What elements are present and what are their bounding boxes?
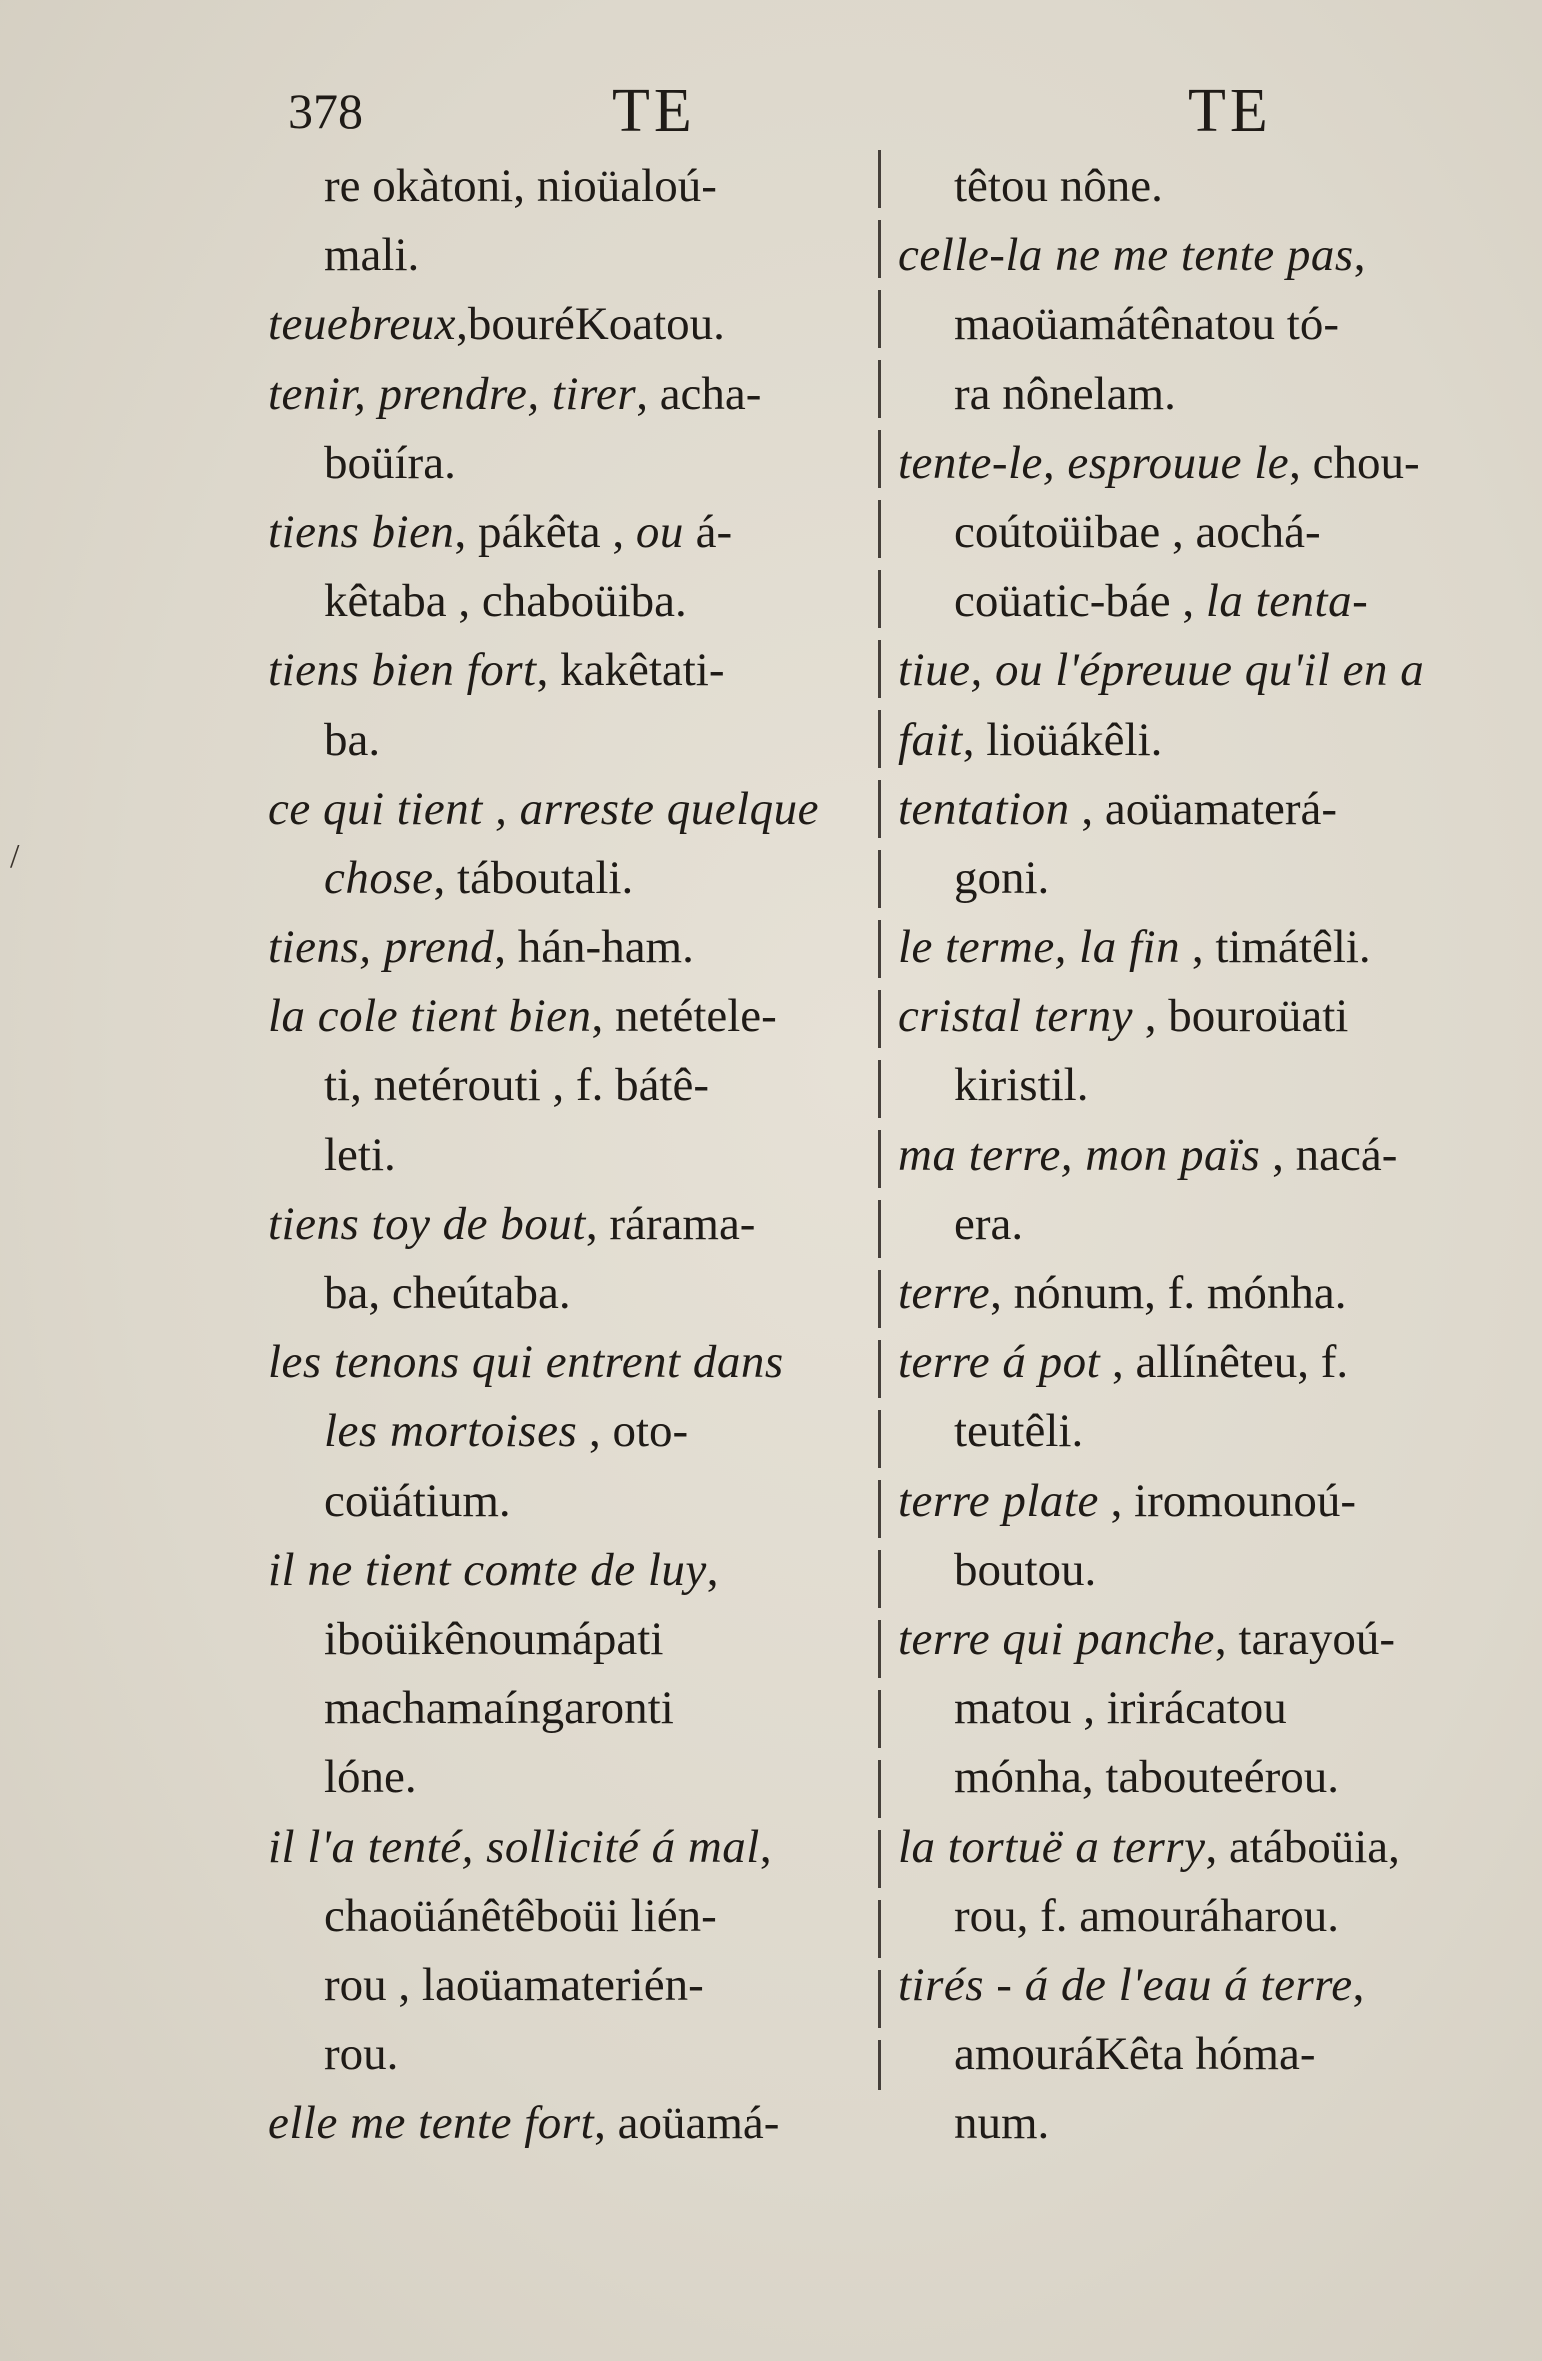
french-term: tiens toy de bout <box>268 1197 586 1250</box>
translation-text: kiristil. <box>954 1059 1089 1112</box>
left-column-line <box>268 1536 868 1605</box>
right-column-line <box>898 706 1478 775</box>
right-column-line <box>898 1813 1478 1882</box>
left-column-line <box>268 1190 868 1259</box>
french-term: tente-le, esprouue le <box>898 436 1290 489</box>
right-column <box>898 152 1478 2158</box>
french-term: terre á pot <box>898 1336 1101 1389</box>
column-divider <box>878 150 881 2090</box>
translation-text: , pákêta , <box>454 505 636 558</box>
translation-text: boüíra. <box>324 436 456 489</box>
right-column-line <box>898 1328 1478 1397</box>
right-column-line <box>898 1051 1478 1120</box>
translation-text: , nacá- <box>1260 1128 1398 1181</box>
right-column-line <box>898 498 1478 567</box>
running-head <box>0 72 1542 152</box>
french-term: tentation <box>898 782 1070 835</box>
right-column-line <box>898 221 1478 290</box>
translation-text: , <box>706 1543 719 1596</box>
translation-text: matou , irirácatou <box>954 1682 1287 1735</box>
translation-text: amouráKêta hóma- <box>954 2028 1316 2081</box>
right-column-line <box>898 567 1478 636</box>
french-term: tirés - á de l'eau á terre <box>898 1958 1353 2011</box>
french-term: elle me tente fort <box>268 2097 595 2150</box>
translation-text: coüatic-báe , <box>954 575 1206 628</box>
translation-text: rou. <box>324 2028 399 2081</box>
left-column-line <box>268 982 868 1051</box>
french-term: terre plate <box>898 1474 1099 1527</box>
left-column-line <box>268 1882 868 1951</box>
translation-text: , <box>1352 1958 1365 2011</box>
right-column-line <box>898 775 1478 844</box>
french-term: il ne tient comte de luy <box>268 1543 707 1596</box>
right-column-line <box>898 1259 1478 1328</box>
translation-text: re okàtoni, nioüaloú- <box>324 160 717 212</box>
translation-text: leti. <box>324 1128 396 1181</box>
left-column-line <box>268 1467 868 1536</box>
margin-mark: / <box>10 838 20 875</box>
translation-text: , hán-ham. <box>494 921 694 974</box>
translation-text: , lioüákêli. <box>962 713 1163 766</box>
left-column-line <box>268 1951 868 2020</box>
translation-text: ba. <box>324 713 381 766</box>
right-column-line <box>898 982 1478 1051</box>
french-term: cristal terny <box>898 990 1133 1043</box>
right-column-heading: TE <box>1188 77 1272 145</box>
translation-text: , netétele- <box>591 990 777 1043</box>
french-term: teuebreux <box>268 298 457 351</box>
french-term: tiue, ou l'épreuue qu'il en a <box>898 644 1425 697</box>
translation-text: , acha- <box>636 367 762 420</box>
translation-text: , rárama- <box>585 1197 756 1250</box>
translation-text: , nónum, f. mónha. <box>990 1267 1347 1319</box>
translation-text: ,bouréKoatou. <box>456 298 725 351</box>
translation-text: teutêli. <box>954 1405 1084 1458</box>
french-term: tiens, prend <box>268 921 495 974</box>
translation-text: , aoüamaterá- <box>1069 782 1338 835</box>
translation-text: ra nônelam. <box>954 367 1176 420</box>
french-term: chose <box>324 851 434 904</box>
translation-text: , iromounoú- <box>1098 1474 1357 1527</box>
right-column-line <box>898 360 1478 429</box>
french-term: le terme, la fin <box>898 921 1181 974</box>
translation-text: coüátium. <box>324 1474 511 1527</box>
french-term: ce qui tient , arreste quelque <box>268 782 820 835</box>
french-term: la tortuë a terry <box>898 1820 1206 1873</box>
translation-text: lóne. <box>324 1751 417 1804</box>
left-column-line <box>268 1121 868 1190</box>
left-column-line <box>268 1051 868 1120</box>
left-column-line <box>268 360 868 429</box>
right-column-line <box>898 636 1478 705</box>
right-column-line <box>898 1882 1478 1951</box>
french-term: tenir, prendre, tirer <box>268 367 637 420</box>
translation-text: , aoüamá- <box>594 2097 780 2150</box>
translation-text: á- <box>683 505 733 558</box>
french-term: il l'a tenté, sollicité á mal <box>268 1820 760 1873</box>
french-term: terre <box>898 1267 991 1319</box>
translation-text: , oto- <box>577 1405 689 1458</box>
translation-text: maoüamátênatou tó- <box>954 298 1339 351</box>
french-term: celle-la ne me tente pas <box>898 229 1354 282</box>
right-column-line <box>898 152 1478 221</box>
left-column-line <box>268 290 868 359</box>
translation-text: era. <box>954 1197 1024 1250</box>
right-column-line <box>898 1674 1478 1743</box>
left-column-line <box>268 221 868 290</box>
left-column-line <box>268 1328 868 1397</box>
translation-text: , timátêli. <box>1180 921 1371 974</box>
translation-text: , kakêtati- <box>536 644 725 697</box>
translation-text: , atáboüia, <box>1205 1820 1400 1873</box>
french-term: la tenta- <box>1205 575 1369 628</box>
left-column-line <box>268 429 868 498</box>
translation-text: goni. <box>954 851 1050 904</box>
french-term: tiens bien <box>268 505 455 558</box>
left-column-line <box>268 1397 868 1466</box>
french-term: tiens bien fort <box>268 644 537 697</box>
right-column-line <box>898 1397 1478 1466</box>
left-column-line <box>268 913 868 982</box>
left-column-line <box>268 1813 868 1882</box>
left-column-heading: TE <box>612 77 696 145</box>
translation-text: rou , laoüamaterién- <box>324 1958 704 2011</box>
translation-text: , bouroüati <box>1132 990 1349 1043</box>
right-column-line <box>898 1190 1478 1259</box>
translation-text: , táboutali. <box>433 851 634 904</box>
page-number: 378 <box>288 83 363 139</box>
right-column-line <box>898 2089 1478 2158</box>
left-column-line <box>268 1674 868 1743</box>
translation-text: num. <box>954 2097 1050 2150</box>
left-column-line <box>268 1605 868 1674</box>
right-column-line <box>898 1743 1478 1812</box>
left-column-line <box>268 775 868 844</box>
left-column-line <box>268 844 868 913</box>
right-column-line <box>898 1605 1478 1674</box>
french-term: les mortoises <box>324 1405 578 1458</box>
right-column-line <box>898 844 1478 913</box>
translation-text: , <box>759 1820 772 1873</box>
translation-text: ti, netérouti , f. bátê- <box>324 1059 709 1112</box>
translation-text: boutou. <box>954 1543 1097 1596</box>
french-term: la cole tient bien <box>268 990 592 1043</box>
french-term: fait <box>898 713 963 766</box>
translation-text: chaoüánêtêboüi lién- <box>324 1889 717 1942</box>
translation-text: ba, cheútaba. <box>324 1267 571 1319</box>
left-column-line <box>268 636 868 705</box>
translation-text: kêtaba , chaboüiba. <box>324 575 687 628</box>
french-term: ma terre, mon païs <box>898 1128 1261 1181</box>
left-column-line <box>268 1743 868 1812</box>
left-column-line <box>268 2089 868 2158</box>
translation-text: , allínêteu, f. <box>1100 1336 1349 1389</box>
right-column-line <box>898 1536 1478 1605</box>
french-term: terre qui panche <box>898 1612 1215 1665</box>
left-column <box>268 152 868 2158</box>
translation-text: rou, f. amouráharou. <box>954 1889 1339 1942</box>
translation-text: têtou nône. <box>954 160 1163 212</box>
left-column-line <box>268 567 868 636</box>
translation-text: coútoüibae , aochá- <box>954 505 1321 558</box>
right-column-line <box>898 429 1478 498</box>
left-column-line <box>268 706 868 775</box>
left-column-line <box>268 2020 868 2089</box>
right-column-line <box>898 290 1478 359</box>
translation-text: machamaíngaronti <box>324 1682 674 1735</box>
right-column-line <box>898 2020 1478 2089</box>
translation-text: , chou- <box>1289 436 1420 489</box>
right-column-line <box>898 1121 1478 1190</box>
translation-text: , <box>1353 229 1366 282</box>
translation-text: mónha, tabouteérou. <box>954 1751 1340 1804</box>
right-column-line <box>898 1951 1478 2020</box>
right-column-line <box>898 913 1478 982</box>
right-column-line <box>898 1467 1478 1536</box>
left-column-line <box>268 498 868 567</box>
translation-text: mali. <box>324 229 420 282</box>
french-term: les tenons qui entrent dans <box>268 1336 784 1389</box>
translation-text: iboüikênoumápati <box>324 1612 664 1665</box>
french-term: ou <box>635 505 684 558</box>
translation-text: , tarayoú- <box>1214 1612 1395 1665</box>
left-column-line <box>268 1259 868 1328</box>
left-column-line <box>268 152 868 221</box>
